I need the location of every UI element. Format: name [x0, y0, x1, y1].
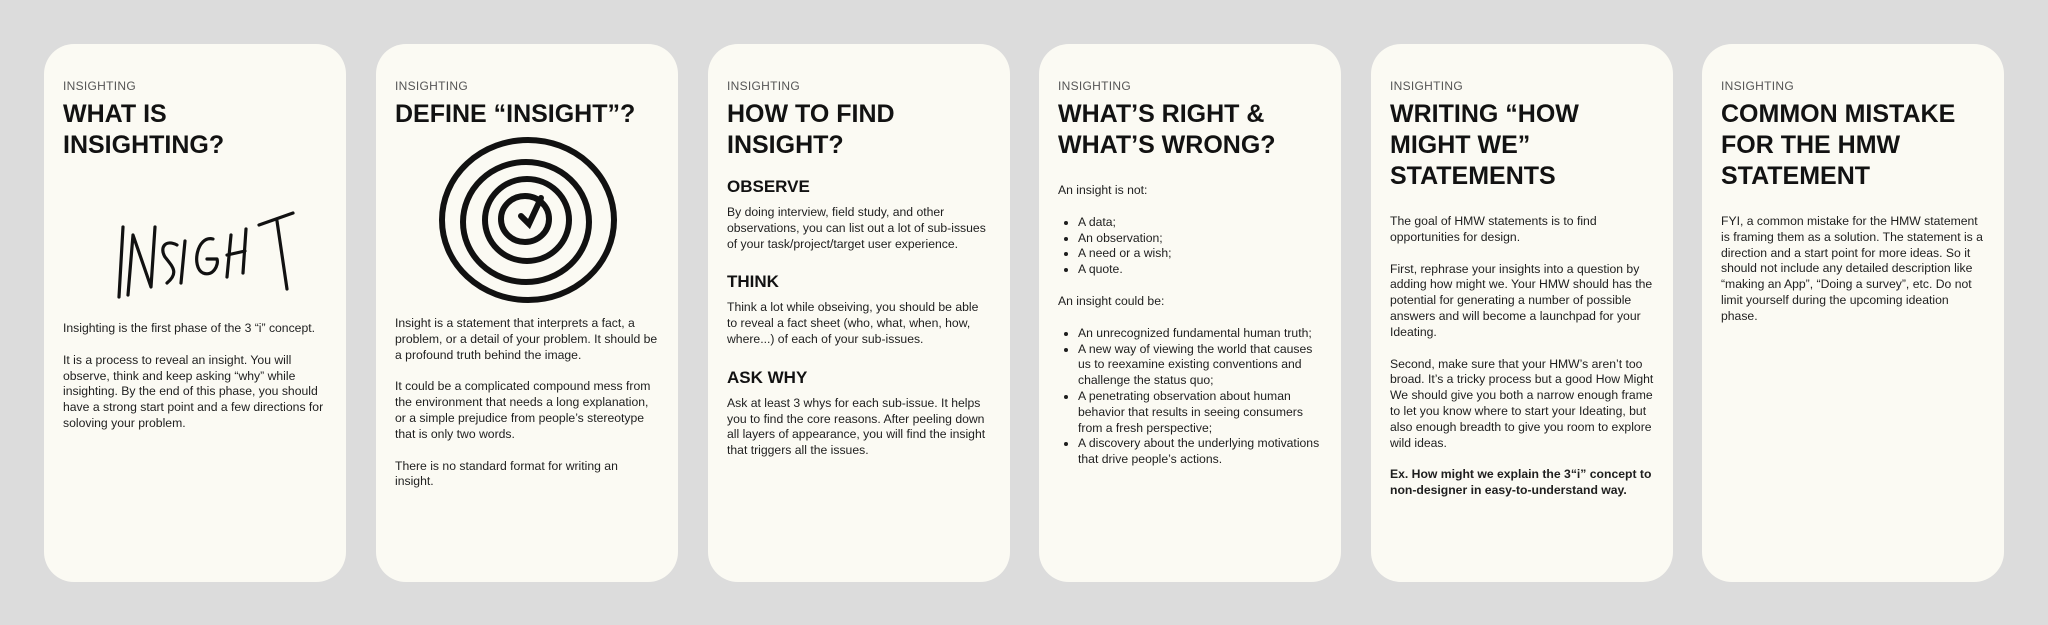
- not-list: [1058, 215, 1322, 278]
- card-how-to-find-insight: [708, 44, 1010, 582]
- card-body: [395, 316, 659, 490]
- section-text: By doing interview, field study, and other observations, you can list out a lot of sub-issues of your task/project/target user experience.: [727, 205, 986, 251]
- list-item: • A quote.: [1078, 262, 1322, 278]
- list-item: • An unrecognized fundamental human truth;: [1078, 326, 1322, 342]
- section-text: Think a lot while obseiving, you should be able to reveal a fact sheet (who, what, when, how, where...) of each of your sub-issues.: [727, 300, 979, 346]
- section-heading-observe: OBSERVE: [727, 177, 810, 196]
- section-heading-think: THINK: [727, 272, 779, 292]
- list-item: • A need or a wish;: [1078, 246, 1322, 262]
- card-title: COMMON MISTAKE FOR THE HMW STATEMENT: [1721, 100, 1956, 190]
- card-kicker: INSIGHTING: [395, 79, 469, 93]
- list-intro: An insight is not:: [1058, 183, 1148, 197]
- paragraph: Insight is a statement that interprets a fact, a problem, or a detail of your problem. It should be a profound truth behind the image.: [395, 316, 658, 362]
- example-statement: Ex. How might we explain the 3“i” concept to non-designer in easy-to-understand way.: [1390, 467, 1652, 498]
- card-kicker: INSIGHTING: [727, 79, 801, 93]
- card-kicker: INSIGHTING: [1721, 79, 1795, 93]
- section-text: Ask at least 3 whys for each sub-issue. It helps you to find the core reasons. After peeling down all layers of appearance, you will find the insight that triggers all the issues.: [727, 395, 986, 458]
- target-spiral-icon: [395, 136, 659, 306]
- paragraph: It is a process to reveal an insight. You will observe, think and keep asking “why” while insighting. By the end of this phase, you should have a strong start point and a few directions for soloving your problem.: [63, 352, 324, 430]
- paragraph: It could be a complicated compound mess from the environment that needs a long explanation, or a simple prejudice from people’s stereotype that is only two words.: [395, 379, 651, 441]
- list-item: • A discovery about the underlying motivations that drive people’s actions.: [1078, 436, 1322, 468]
- card-title: WRITING “HOW MIGHT WE” STATEMENTS: [1390, 100, 1579, 190]
- card-body: [1390, 214, 1654, 499]
- list-item: • A penetrating observation about human behavior that results in seeing consumers from a fresh perspective;: [1078, 389, 1322, 436]
- card-title: DEFINE “INSIGHT”?: [395, 100, 636, 128]
- card-title: WHAT’S RIGHT & WHAT’S WRONG?: [1058, 100, 1276, 159]
- card-kicker: INSIGHTING: [1058, 79, 1132, 93]
- card-whats-right-wrong: [1039, 44, 1341, 582]
- card-kicker: INSIGHTING: [63, 79, 137, 93]
- card-common-mistake: [1702, 44, 2004, 582]
- card-what-is-insighting: [44, 44, 346, 582]
- card-title: WHAT IS INSIGHTING?: [63, 100, 225, 159]
- card-title: HOW TO FIND INSIGHT?: [727, 100, 895, 159]
- card-writing-hmw: [1371, 44, 1673, 582]
- card-body: [1721, 214, 1985, 325]
- list-item: • A new way of viewing the world that causes us to reexamine existing conventions and challenge the status quo;: [1078, 342, 1322, 389]
- paragraph: First, rephrase your insights into a question by adding how might we. Your HMW should has the potential for generating a number of possible answers and will become a launchpad for your Ideating.: [1390, 261, 1653, 339]
- paragraph: Insighting is the first phase of the 3 “i” concept.: [63, 321, 316, 335]
- list-item: • A data;: [1078, 215, 1322, 231]
- paragraph: FYI, a common mistake for the HMW statement is framing them as a solution. The statement is a direction and a start point for more ideas. So it should not include any detailed description like “making an App”, “Doing a survey”, etc. Do not limit yourself during the upcoming ideation phase.: [1721, 214, 1983, 323]
- section-heading-ask-why: ASK WHY: [727, 367, 808, 387]
- card-body: [63, 321, 327, 432]
- card-body: [1058, 183, 1322, 468]
- list-intro: An insight could be:: [1058, 293, 1165, 308]
- insight-handwriting-icon: [63, 169, 327, 309]
- paragraph: There is no standard format for writing an insight.: [395, 458, 618, 489]
- paragraph: The goal of HMW statements is to find opportunities for design.: [1390, 214, 1597, 244]
- paragraph: Second, make sure that your HMW’s aren’t too broad. It’s a tricky process but a good How Might We should give you both a narrow enough frame to let you know where to start your Ideating, but also enough breadth to give you room to explore wild ideas.: [1390, 356, 1654, 450]
- could-list: [1058, 326, 1322, 468]
- card-kicker: INSIGHTING: [1390, 79, 1464, 93]
- card-define-insight: [376, 44, 678, 582]
- list-item: • An observation;: [1078, 231, 1322, 247]
